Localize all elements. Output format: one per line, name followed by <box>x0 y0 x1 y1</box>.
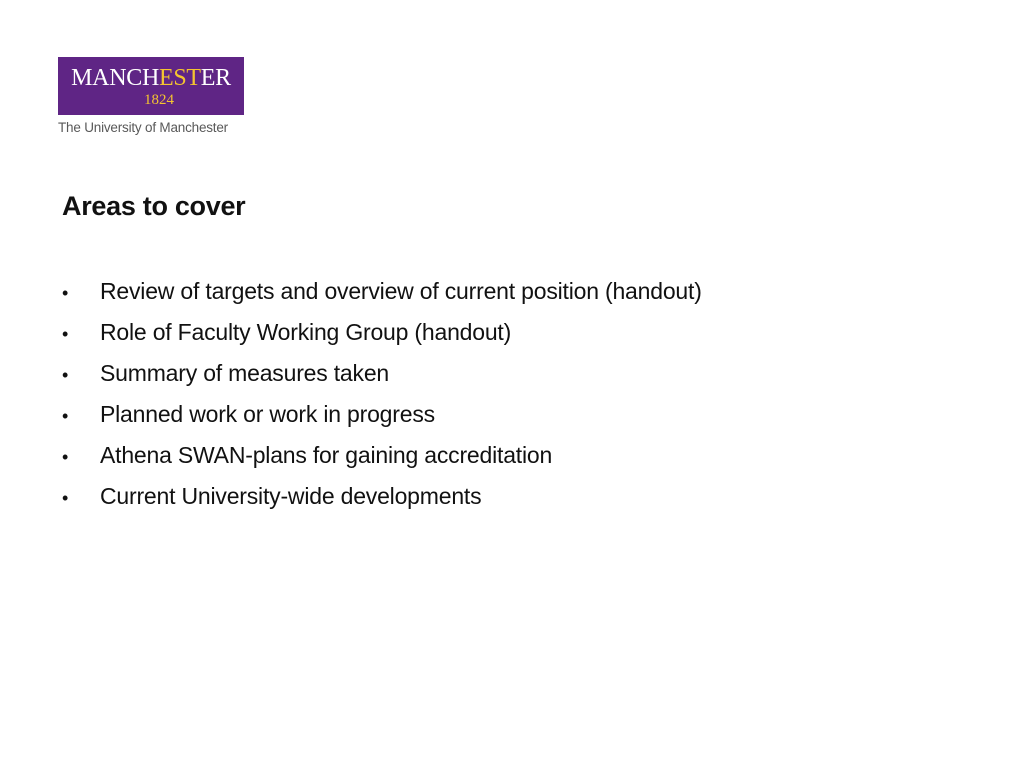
logo-wordmark-gold: EST <box>159 65 201 91</box>
university-logo <box>58 57 248 135</box>
bullet-text: Summary of measures taken <box>100 360 390 386</box>
logo-wordmark-end: ER <box>200 65 231 91</box>
bullet-text: Current University-wide developments <box>100 483 482 509</box>
bullet-icon: • <box>62 365 69 385</box>
list-item <box>62 356 962 397</box>
logo-year: 1824 <box>144 92 174 108</box>
bullet-text: Review of targets and overview of current position (handout) <box>100 278 702 304</box>
bullet-icon: • <box>62 488 69 508</box>
bullet-icon: • <box>62 406 69 426</box>
logo-wordmark <box>58 66 244 90</box>
list-item <box>62 397 962 438</box>
bullet-text: Role of Faculty Working Group (handout) <box>100 319 512 345</box>
bullet-icon: • <box>62 447 69 467</box>
bullet-text: Planned work or work in progress <box>100 401 435 427</box>
bullet-text: Athena SWAN-plans for gaining accreditation <box>100 442 553 468</box>
slide-title: Areas to cover <box>62 191 246 221</box>
bullet-icon: • <box>62 283 69 303</box>
list-item <box>62 438 962 479</box>
list-item <box>62 479 962 520</box>
logo-wordmark-start: MANCH <box>71 65 159 91</box>
logo-box <box>58 57 244 115</box>
list-item <box>62 315 962 356</box>
bullet-icon: • <box>62 324 69 344</box>
logo-caption: The University of Manchester <box>58 120 228 135</box>
list-item <box>62 274 962 315</box>
bullet-list <box>62 274 962 520</box>
